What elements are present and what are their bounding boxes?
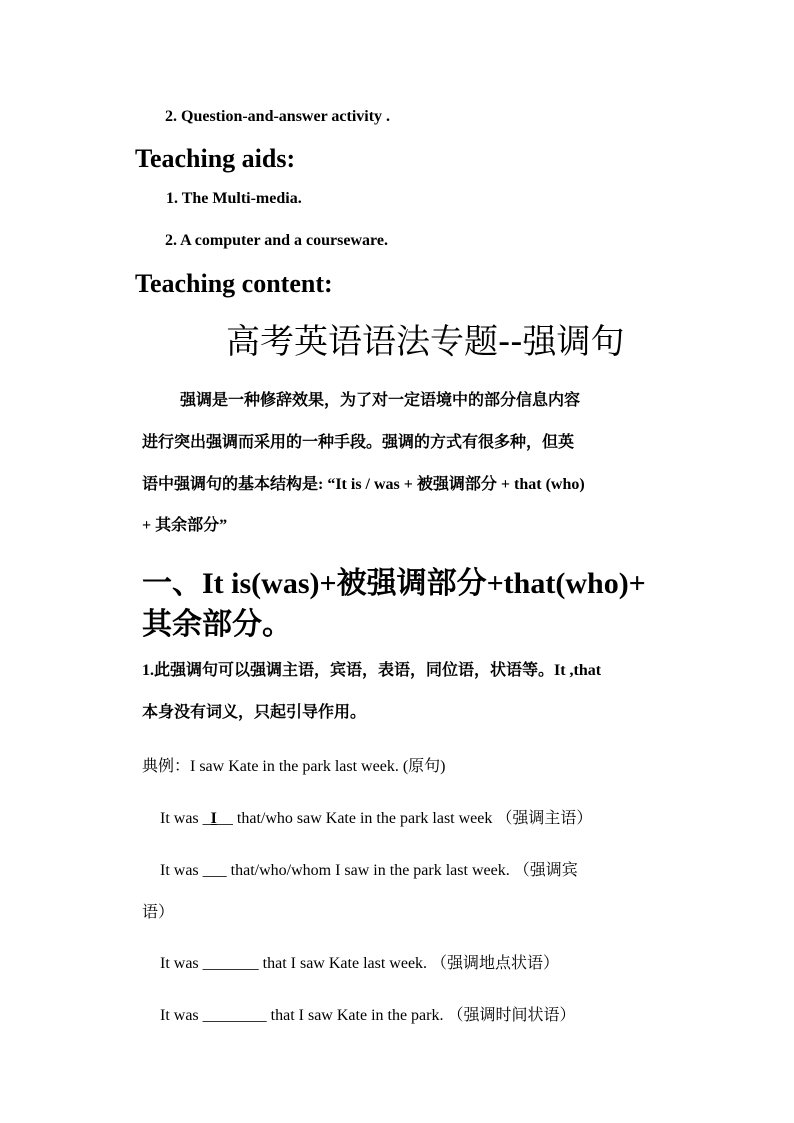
topic-title: 高考英语语法专题--强调句 (226, 322, 625, 362)
example-object-emphasis-continued: 语） (142, 904, 175, 921)
example-time-adverbial-emphasis: It was ________ that I saw Kate in the park. （强调时间状语） (160, 1007, 576, 1024)
intro-line-4: + 其余部分” (142, 517, 228, 534)
intro-line-2: 进行突出强调而采用的一种手段。强调的方式有很多种，但英 (142, 434, 575, 451)
point-1-line-1: 1.此强调句可以强调主语，宾语，表语，同位语，状语等。It ,that (142, 662, 602, 679)
intro-line-1: 强调是一种修辞效果，为了对一定语境中的部分信息内容 (180, 392, 581, 409)
example-subject-suffix: __ that/who saw Kate in the park last week （强调主语） (216, 810, 593, 827)
teaching-aid-item-2: 2. A computer and a courseware. (165, 232, 388, 249)
section-1-heading-line-1: 一、It is(was)+被强调部分+that(who)+ (142, 567, 646, 600)
example-object-emphasis: It was ___ that/who/whom I saw in the park last week. （强调宾 (160, 862, 578, 879)
example-original-sentence: 典例：I saw Kate in the park last week. (原句) (142, 758, 446, 775)
example-subject-blank: I (210, 810, 217, 827)
teaching-aids-heading: Teaching aids: (135, 144, 296, 173)
point-1-line-2: 本身没有词义，只起引导作用。 (142, 704, 367, 721)
method-item-2: 2. Question-and-answer activity . (165, 108, 391, 125)
example-place-adverbial-emphasis: It was _______ that I saw Kate last week. （强调地点状语） (160, 955, 560, 972)
intro-line-3: 语中强调句的基本结构是: “It is / was + 被强调部分 + that (who) (142, 476, 585, 493)
example-subject-emphasis (160, 805, 592, 828)
section-1-heading-line-2: 其余部分。 (142, 608, 292, 641)
teaching-aid-item-1: 1. The Multi-media. (166, 190, 302, 207)
example-subject-prefix: It was _ (160, 810, 211, 827)
teaching-content-heading: Teaching content: (135, 269, 333, 298)
